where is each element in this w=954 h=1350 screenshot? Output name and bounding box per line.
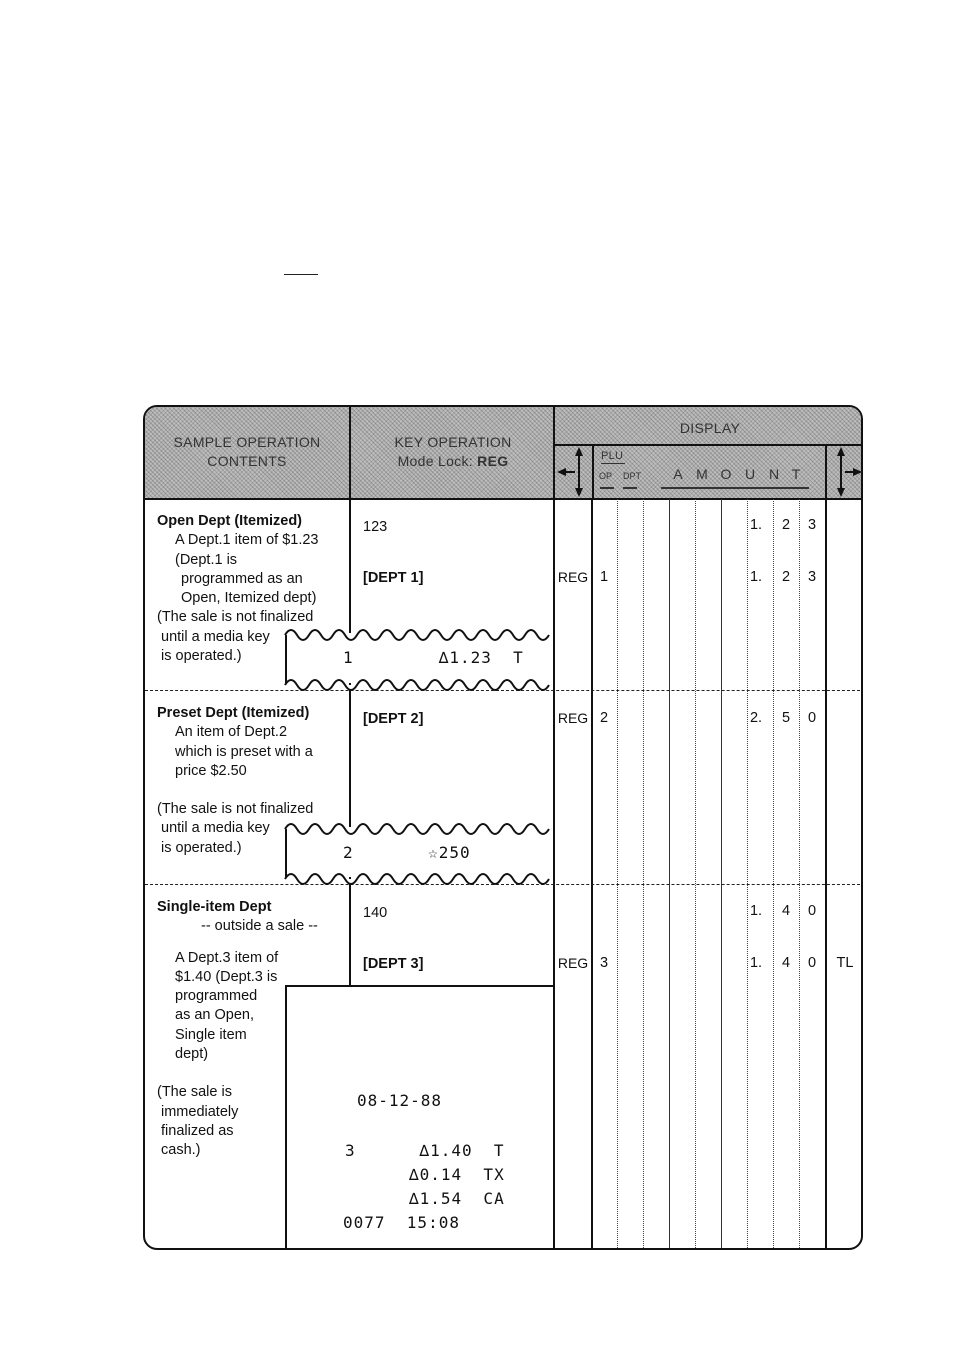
receipt-strip: 2 ☆250	[285, 827, 553, 877]
row-single-item-dept: Single-item Dept -- outside a sale -- A Dept.3 item of $1.40 (Dept.3 is programmed as an Open, Single item dept) (The sale is immediately finalized as cash.)	[157, 898, 347, 1161]
receipt-tear-top	[285, 623, 553, 639]
sample-operation-table: SAMPLE OPERATION CONTENTS KEY OPERATION Mode Lock: REG DISPLAY PLU OP DPT A M O U N T Open Dept (Itemized) A Dept.1 item of $1.23 (Dept.1 is programmed as an Open, Itemized dept) (The sale is not finalized until a media key is operated.) 123 [DEPT 1] 1. 2 3 REG 1 1. 2 3 1 ∆1.23 T Preset Dept (Itemized) An item of Dept.2 which is preset with a price $2.50 (The sale is not finalized until a media key is operated.) [DEPT 2] REG 2 2. 5 0 2 ☆250 Single-item Dept -- outside a sale -- A Dept.3 item of $1.40 (Dept.3 is programmed as an Open, Single item dept) (The sale is immediately finalized as cash.) 140 [DEPT 3] 1. 4 0 REG 3 1. 4 0 TL 08-12-88 3 ∆1.40 T ∆0.14 TX ∆1.54 CA 0077 15:08	[143, 405, 863, 1250]
op-label: OP	[599, 471, 613, 481]
key-entry: 140	[363, 905, 388, 921]
row-title: Open Dept (Itemized)	[157, 513, 303, 529]
up-down-arrow-icon	[557, 447, 591, 497]
header-sample-col: SAMPLE OPERATION CONTENTS	[173, 434, 321, 469]
plu-label: PLU	[601, 450, 624, 462]
amount-label: A M O U N T	[673, 466, 801, 482]
header-display: DISPLAY	[679, 420, 741, 436]
receipt-tear-top	[285, 817, 553, 833]
dpt-label: DPT	[623, 471, 641, 481]
key-dept-1: [DEPT 1]	[363, 570, 424, 586]
row-title: Single-item Dept	[157, 899, 272, 915]
underline-mark	[284, 274, 318, 275]
receipt-tear-bottom	[285, 675, 553, 691]
key-dept-2: [DEPT 2]	[363, 711, 424, 727]
receipt-strip: 1 ∆1.23 T	[285, 633, 553, 683]
receipt-box: 08-12-88 3 ∆1.40 T ∆0.14 TX ∆1.54 CA 0077 15:08	[285, 985, 553, 1250]
status-tl: TL	[836, 955, 854, 971]
key-entry: 123	[363, 519, 388, 535]
row-title: Preset Dept (Itemized)	[157, 705, 310, 721]
header-key-col: KEY OPERATION Mode Lock: REG	[394, 434, 512, 469]
row-preset-dept: Preset Dept (Itemized) An item of Dept.2 which is preset with a price $2.50 (The sale is not finalized until a media key is operated.)	[157, 704, 347, 858]
mode-lock-value: REG	[477, 453, 509, 469]
right-arrow-icon	[829, 447, 863, 497]
row-open-dept: Open Dept (Itemized) A Dept.1 item of $1.23 (Dept.1 is programmed as an Open, Itemized dept) (The sale is not finalized until a media key is operated.)	[157, 512, 347, 666]
key-dept-3: [DEPT 3]	[363, 956, 424, 972]
receipt-tear-bottom	[285, 869, 553, 885]
